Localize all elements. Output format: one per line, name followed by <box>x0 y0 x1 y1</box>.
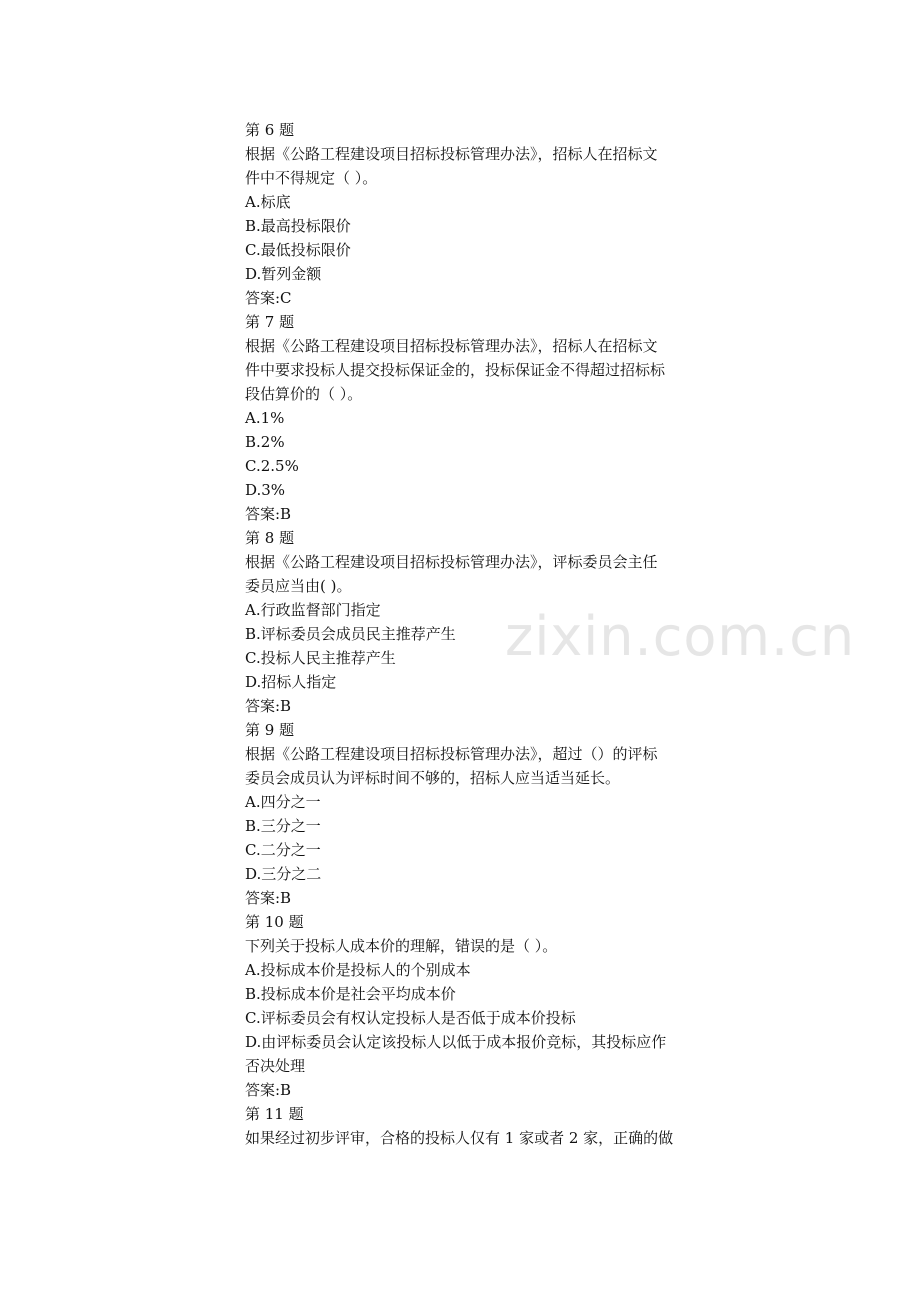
question-stem-line: 根据《公路工程建设项目招标投标管理办法》，评标委员会主任 <box>245 553 658 571</box>
option-d: D.三分之二 <box>245 865 322 883</box>
answer: 答案:C <box>245 289 292 307</box>
question-stem-line: 根据《公路工程建设项目招标投标管理办法》，招标人在招标文 <box>245 145 658 163</box>
question-6 <box>245 118 685 310</box>
question-stem-line: 段估算价的（ ）。 <box>245 385 363 403</box>
question-stem-line: 如果经过初步评审，合格的投标人仅有 1 家或者 2 家，正确的做 <box>245 1129 674 1147</box>
answer: 答案:B <box>245 1081 292 1099</box>
question-10 <box>245 910 685 1102</box>
option-d: D.由评标委员会认定该投标人以低于成本报价竞标，其投标应作 <box>245 1033 667 1051</box>
question-number: 第 9 题 <box>245 721 295 739</box>
question-stem-line: 根据《公路工程建设项目招标投标管理办法》，招标人在招标文 <box>245 337 658 355</box>
question-stem-line: 下列关于投标人成本价的理解，错误的是（ ）。 <box>245 937 558 955</box>
option-a: A.投标成本价是投标人的个别成本 <box>245 961 471 979</box>
question-number: 第 8 题 <box>245 529 295 547</box>
option-a: A.标底 <box>245 193 291 211</box>
question-stem-line: 根据《公路工程建设项目招标投标管理办法》，超过（）的评标 <box>245 745 658 763</box>
option-a: A.1% <box>245 409 285 427</box>
option-b: B.投标成本价是社会平均成本价 <box>245 985 456 1003</box>
option-a: A.行政监督部门指定 <box>245 601 381 619</box>
question-7 <box>245 310 685 526</box>
question-8 <box>245 526 685 718</box>
option-d: D.暂列金额 <box>245 265 322 283</box>
option-d: D.3% <box>245 481 286 499</box>
option-c: C.评标委员会有权认定投标人是否低于成本价投标 <box>245 1009 576 1027</box>
answer: 答案:B <box>245 889 292 907</box>
option-c: C.2.5% <box>245 457 299 475</box>
option-d-continued: 否决处理 <box>245 1057 306 1075</box>
option-a: A.四分之一 <box>245 793 321 811</box>
option-b: B.三分之一 <box>245 817 321 835</box>
question-9 <box>245 718 685 910</box>
question-stem-line: 委员会成员认为评标时间不够的，招标人应当适当延长。 <box>245 769 621 787</box>
option-b: B.2% <box>245 433 285 451</box>
question-stem-line: 件中不得规定（ ）。 <box>245 169 378 187</box>
question-number: 第 11 题 <box>245 1105 304 1123</box>
question-number: 第 10 题 <box>245 913 304 931</box>
document-page <box>245 118 685 1150</box>
question-number: 第 6 题 <box>245 121 295 139</box>
answer: 答案:B <box>245 505 292 523</box>
option-b: B.最高投标限价 <box>245 217 351 235</box>
option-b: B.评标委员会成员民主推荐产生 <box>245 625 456 643</box>
answer: 答案:B <box>245 697 292 715</box>
watermark: zixin.com.cn <box>505 605 856 668</box>
question-stem-line: 委员应当由( )。 <box>245 577 352 595</box>
question-number: 第 7 题 <box>245 313 295 331</box>
option-d: D.招标人指定 <box>245 673 337 691</box>
option-c: C.二分之一 <box>245 841 321 859</box>
option-c: C.投标人民主推荐产生 <box>245 649 396 667</box>
question-stem-line: 件中要求投标人提交投标保证金的，投标保证金不得超过招标标 <box>245 361 666 379</box>
question-11 <box>245 1102 685 1150</box>
option-c: C.最低投标限价 <box>245 241 351 259</box>
